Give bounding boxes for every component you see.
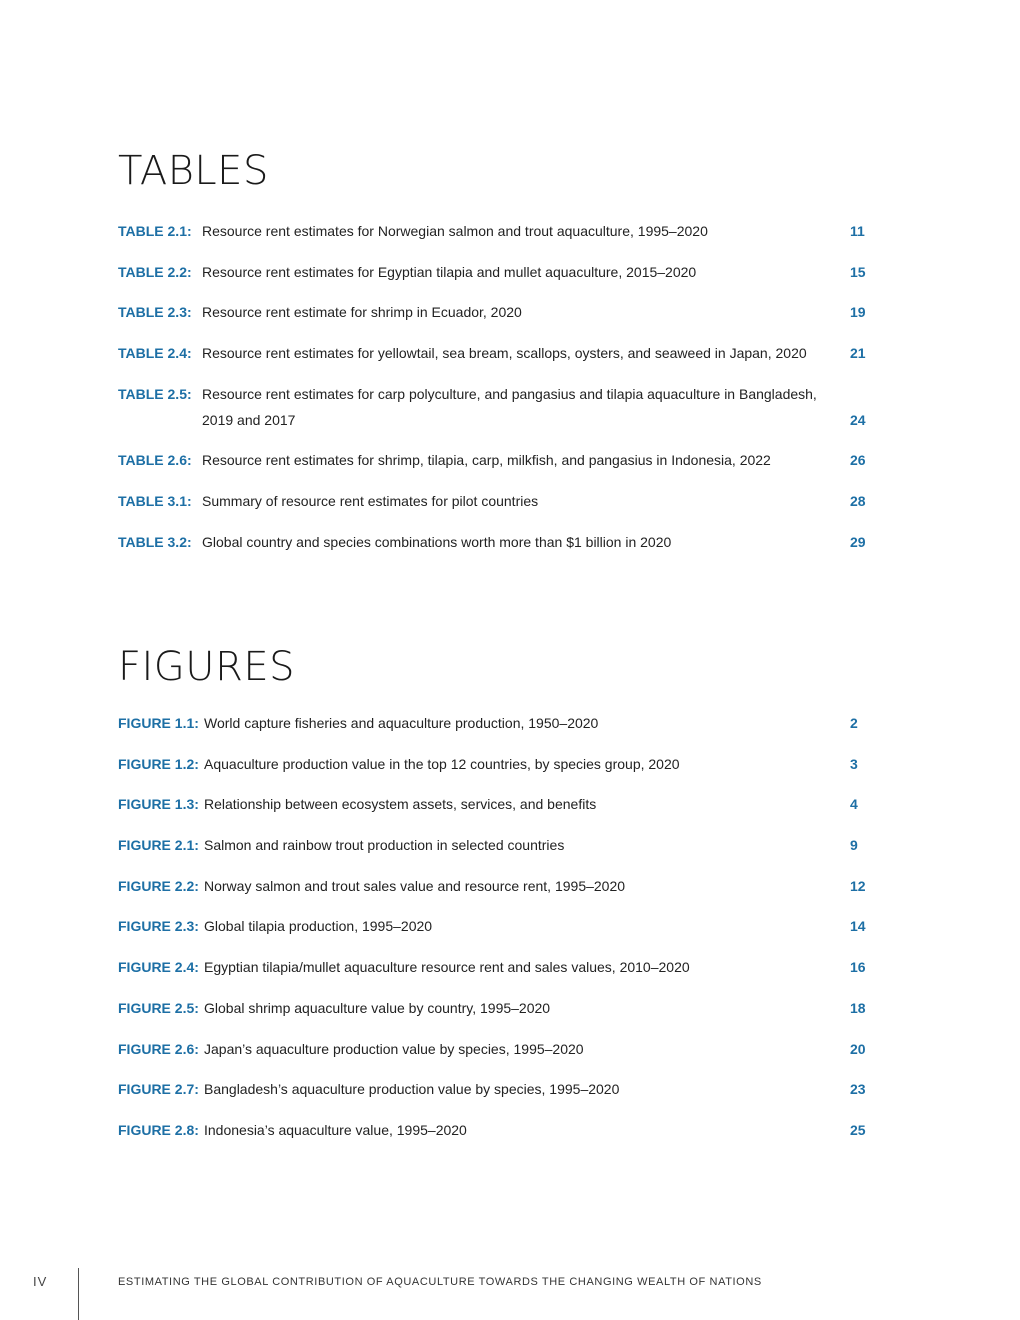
figure-page-number: 18 — [850, 999, 866, 1016]
figure-page-number: 9 — [850, 837, 858, 854]
table-caption: Resource rent estimate for shrimp in Ecuador, 2020 — [202, 304, 522, 321]
table-caption: Resource rent estimates for Egyptian tilapia and mullet aquaculture, 2015–2020 — [202, 263, 697, 280]
table-page-number: 28 — [850, 493, 866, 510]
figure-label: FIGURE 2.3: — [118, 918, 199, 935]
footer-divider — [78, 1268, 79, 1320]
figure-page-number: 20 — [850, 1040, 866, 1057]
table-label: TABLE 3.1: — [118, 493, 192, 510]
figure-entry[interactable] — [118, 995, 890, 1021]
figure-page-number: 14 — [850, 918, 866, 935]
figure-label: FIGURE 2.8: — [118, 1121, 199, 1138]
table-label: TABLE 2.1: — [118, 223, 192, 239]
table-entry[interactable] — [118, 299, 890, 325]
table-page-number: 11 — [850, 223, 865, 239]
figure-entry[interactable] — [118, 832, 890, 858]
table-entry[interactable] — [118, 381, 890, 433]
tables-heading: TABLES — [118, 148, 269, 194]
figure-caption: Norway salmon and trout sales value and resource rent, 1995–2020 — [204, 877, 626, 894]
table-label: TABLE 2.3: — [118, 304, 192, 321]
table-entry[interactable] — [118, 218, 890, 244]
table-entry[interactable] — [118, 488, 890, 514]
figure-page-number: 25 — [850, 1121, 866, 1138]
table-entry[interactable] — [118, 340, 890, 366]
figure-caption: Bangladesh’s aquaculture production value by species, 1995–2020 — [204, 1081, 620, 1098]
table-label: TABLE 3.2: — [118, 533, 192, 550]
table-label: TABLE 2.6: — [118, 452, 192, 469]
footer-running-title: ESTIMATING THE GLOBAL CONTRIBUTION OF AQUACULTURE TOWARDS THE CHANGING WEALTH OF NATIONS — [118, 1276, 762, 1288]
figure-caption: Relationship between ecosystem assets, services, and benefits — [204, 796, 597, 813]
figures-heading: FIGURES — [118, 644, 296, 690]
figure-caption: Salmon and rainbow trout production in selected countries — [204, 837, 565, 854]
figure-label: FIGURE 2.4: — [118, 959, 199, 976]
figure-label: FIGURE 1.3: — [118, 796, 199, 813]
figure-label: FIGURE 2.7: — [118, 1081, 199, 1098]
table-label: TABLE 2.4: — [118, 345, 192, 362]
table-page-number: 24 — [850, 411, 866, 428]
table-label: TABLE 2.2: — [118, 263, 192, 280]
figure-entry[interactable] — [118, 751, 890, 777]
figure-entry[interactable] — [118, 710, 890, 736]
figure-caption: Indonesia’s aquaculture value, 1995–2020 — [204, 1121, 467, 1138]
figure-page-number: 4 — [850, 796, 858, 813]
figure-page-number: 16 — [850, 959, 866, 976]
figure-entry[interactable] — [118, 873, 890, 899]
figure-caption: World capture fisheries and aquaculture production, 1950–2020 — [204, 715, 599, 731]
figure-label: FIGURE 2.2: — [118, 877, 199, 894]
table-caption: Resource rent estimates for shrimp, tilapia, carp, milkfish, and pangasius in Indonesia, 2022 — [202, 452, 771, 469]
figure-page-number: 12 — [850, 877, 866, 894]
figure-label: FIGURE 2.1: — [118, 837, 199, 854]
figure-entry[interactable] — [118, 1036, 890, 1062]
table-caption: Summary of resource rent estimates for pilot countries — [202, 493, 539, 510]
table-entry[interactable] — [118, 529, 890, 555]
table-page-number: 29 — [850, 533, 866, 550]
figures-list — [118, 710, 890, 1158]
tables-list — [118, 218, 890, 570]
figure-caption: Global tilapia production, 1995–2020 — [204, 918, 433, 935]
figure-page-number: 2 — [850, 715, 858, 731]
figure-entry[interactable] — [118, 913, 890, 939]
figure-entry[interactable] — [118, 791, 890, 817]
figure-entry[interactable] — [118, 1076, 890, 1102]
figure-entry[interactable] — [118, 954, 890, 980]
figure-page-number: 3 — [850, 755, 858, 772]
figure-caption: Egyptian tilapia/mullet aquaculture resource rent and sales values, 2010–2020 — [204, 959, 690, 976]
figure-caption: Aquaculture production value in the top 12 countries, by species group, 2020 — [204, 755, 680, 772]
table-entry[interactable] — [118, 447, 890, 473]
table-page-number: 15 — [850, 263, 866, 280]
table-label: TABLE 2.5: — [118, 385, 192, 402]
figure-label: FIGURE 1.1: — [118, 715, 199, 731]
figure-caption: Japan’s aquaculture production value by species, 1995–2020 — [204, 1040, 584, 1057]
table-entry[interactable] — [118, 259, 890, 285]
table-page-number: 21 — [850, 345, 866, 362]
figure-label: FIGURE 2.6: — [118, 1040, 199, 1057]
figure-label: FIGURE 2.5: — [118, 999, 199, 1016]
table-page-number: 19 — [850, 304, 866, 321]
table-caption: Global country and species combinations worth more than $1 billion in 2020 — [202, 533, 672, 550]
table-page-number: 26 — [850, 452, 866, 469]
figure-page-number: 23 — [850, 1081, 866, 1098]
footer-page-number: IV — [33, 1274, 48, 1289]
table-caption: Resource rent estimates for yellowtail, sea bream, scallops, oysters, and seaweed in Japan, 2020 — [202, 345, 807, 362]
table-caption: Resource rent estimates for carp polyculture, and pangasius and tilapia aquaculture in Bangladesh, 2019 and 2017 — [202, 385, 817, 428]
figure-caption: Global shrimp aquaculture value by country, 1995–2020 — [204, 999, 551, 1016]
figure-label: FIGURE 1.2: — [118, 755, 199, 772]
table-caption: Resource rent estimates for Norwegian salmon and trout aquaculture, 1995–2020 — [202, 223, 708, 239]
figure-entry[interactable] — [118, 1117, 890, 1143]
